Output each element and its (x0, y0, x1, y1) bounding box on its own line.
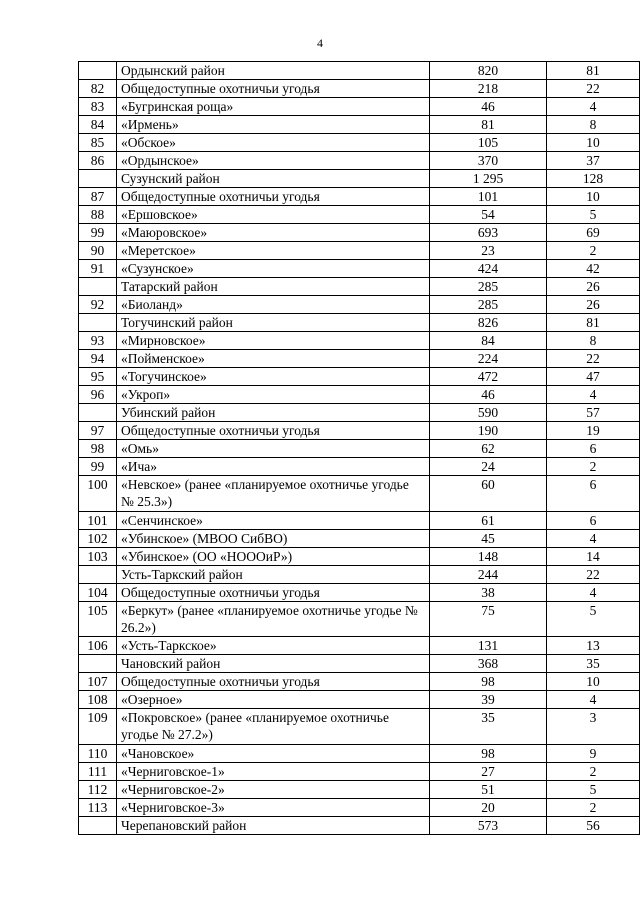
table-row (79, 458, 640, 476)
value-a-cell: 98 (430, 673, 547, 691)
page-number: 4 (317, 36, 323, 50)
name-cell: «Тогучинское» (117, 368, 430, 386)
district-row (79, 655, 640, 673)
value-b-cell: 37 (547, 152, 640, 170)
name-cell: «Усть-Таркское» (117, 637, 430, 655)
table-row (79, 422, 640, 440)
name-cell: «Чановское» (117, 744, 430, 762)
district-row (79, 62, 640, 80)
name-cell: Чановский район (117, 655, 430, 673)
row-number-cell: 92 (79, 296, 117, 314)
row-number-cell: 99 (79, 458, 117, 476)
row-number-cell: 93 (79, 332, 117, 350)
table-row (79, 224, 640, 242)
table-row (79, 350, 640, 368)
value-a-cell: 244 (430, 565, 547, 583)
table-row (79, 440, 640, 458)
row-number-cell: 88 (79, 206, 117, 224)
value-b-cell: 4 (547, 691, 640, 709)
row-number-cell: 102 (79, 529, 117, 547)
name-cell: «Убинское» (МВОО СибВО) (117, 529, 430, 547)
row-number-cell: 109 (79, 709, 117, 745)
name-cell: «Укроп» (117, 386, 430, 404)
value-b-cell: 6 (547, 511, 640, 529)
value-a-cell: 51 (430, 780, 547, 798)
value-b-cell: 57 (547, 404, 640, 422)
table-row (79, 134, 640, 152)
table-body (79, 62, 640, 835)
row-number-cell: 112 (79, 780, 117, 798)
value-b-cell: 47 (547, 368, 640, 386)
name-cell: Общедоступные охотничьи угодья (117, 80, 430, 98)
value-b-cell: 2 (547, 798, 640, 816)
table-row (79, 476, 640, 512)
value-a-cell: 224 (430, 350, 547, 368)
name-cell: Сузунский район (117, 170, 430, 188)
value-b-cell: 19 (547, 422, 640, 440)
row-number-cell: 107 (79, 673, 117, 691)
value-b-cell: 26 (547, 278, 640, 296)
table-row (79, 386, 640, 404)
table-row (79, 152, 640, 170)
table-row (79, 206, 640, 224)
value-a-cell: 84 (430, 332, 547, 350)
name-cell: Общедоступные охотничьи угодья (117, 188, 430, 206)
table-row (79, 260, 640, 278)
name-cell: Татарский район (117, 278, 430, 296)
value-b-cell: 6 (547, 476, 640, 512)
name-cell: «Меретское» (117, 242, 430, 260)
row-number-cell: 87 (79, 188, 117, 206)
value-a-cell: 368 (430, 655, 547, 673)
row-number-cell: 82 (79, 80, 117, 98)
row-number-cell: 110 (79, 744, 117, 762)
name-cell: «Невское» (ранее «планируемое охотничье угодье № 25.3») (117, 476, 430, 512)
value-a-cell: 46 (430, 98, 547, 116)
row-number-cell: 103 (79, 547, 117, 565)
value-a-cell: 590 (430, 404, 547, 422)
value-a-cell: 62 (430, 440, 547, 458)
value-b-cell: 81 (547, 62, 640, 80)
table-row (79, 296, 640, 314)
name-cell: Общедоступные охотничьи угодья (117, 583, 430, 601)
table-row (79, 242, 640, 260)
value-b-cell: 56 (547, 816, 640, 834)
row-number-cell: 91 (79, 260, 117, 278)
hunting-grounds-table (78, 61, 640, 835)
row-number-cell: 104 (79, 583, 117, 601)
value-b-cell: 128 (547, 170, 640, 188)
name-cell: Убинский район (117, 404, 430, 422)
row-number-cell (79, 314, 117, 332)
row-number-cell (79, 62, 117, 80)
value-a-cell: 98 (430, 744, 547, 762)
row-number-cell: 83 (79, 98, 117, 116)
table-row (79, 188, 640, 206)
value-a-cell: 820 (430, 62, 547, 80)
name-cell: Общедоступные охотничьи угодья (117, 422, 430, 440)
name-cell: «Черниговское-1» (117, 762, 430, 780)
value-a-cell: 45 (430, 529, 547, 547)
value-a-cell: 105 (430, 134, 547, 152)
table-row (79, 637, 640, 655)
row-number-cell: 106 (79, 637, 117, 655)
value-a-cell: 131 (430, 637, 547, 655)
value-b-cell: 2 (547, 762, 640, 780)
value-b-cell: 13 (547, 637, 640, 655)
value-a-cell: 23 (430, 242, 547, 260)
row-number-cell: 90 (79, 242, 117, 260)
row-number-cell (79, 404, 117, 422)
row-number-cell (79, 565, 117, 583)
value-a-cell: 148 (430, 547, 547, 565)
value-a-cell: 285 (430, 278, 547, 296)
table-row (79, 511, 640, 529)
table-row (79, 744, 640, 762)
value-b-cell: 10 (547, 673, 640, 691)
table-row (79, 691, 640, 709)
value-b-cell: 4 (547, 386, 640, 404)
name-cell: «Ордынское» (117, 152, 430, 170)
row-number-cell: 99 (79, 224, 117, 242)
name-cell: Черепановский район (117, 816, 430, 834)
table-row (79, 80, 640, 98)
value-a-cell: 370 (430, 152, 547, 170)
name-cell: «Обское» (117, 134, 430, 152)
table-row (79, 601, 640, 637)
value-b-cell: 10 (547, 188, 640, 206)
value-b-cell: 35 (547, 655, 640, 673)
value-b-cell: 3 (547, 709, 640, 745)
row-number-cell (79, 816, 117, 834)
name-cell: «Озерное» (117, 691, 430, 709)
value-b-cell: 22 (547, 350, 640, 368)
value-b-cell: 8 (547, 116, 640, 134)
table-row (79, 673, 640, 691)
name-cell: Усть-Таркский район (117, 565, 430, 583)
row-number-cell: 85 (79, 134, 117, 152)
value-b-cell: 81 (547, 314, 640, 332)
table-row (79, 116, 640, 134)
value-b-cell: 4 (547, 583, 640, 601)
name-cell: «Беркут» (ранее «планируемое охотничье угодье № 26.2») (117, 601, 430, 637)
value-b-cell: 5 (547, 601, 640, 637)
row-number-cell: 98 (79, 440, 117, 458)
value-a-cell: 61 (430, 511, 547, 529)
value-a-cell: 101 (430, 188, 547, 206)
row-number-cell (79, 278, 117, 296)
district-row (79, 565, 640, 583)
row-number-cell: 94 (79, 350, 117, 368)
value-b-cell: 2 (547, 458, 640, 476)
value-a-cell: 826 (430, 314, 547, 332)
value-b-cell: 4 (547, 98, 640, 116)
value-a-cell: 20 (430, 798, 547, 816)
name-cell: «Биоланд» (117, 296, 430, 314)
table-row (79, 798, 640, 816)
row-number-cell (79, 655, 117, 673)
value-b-cell: 6 (547, 440, 640, 458)
name-cell: «Мирновское» (117, 332, 430, 350)
value-b-cell: 5 (547, 206, 640, 224)
value-a-cell: 693 (430, 224, 547, 242)
row-number-cell: 113 (79, 798, 117, 816)
district-row (79, 314, 640, 332)
name-cell: «Покровское» (ранее «планируемое охотничье угодье № 27.2») (117, 709, 430, 745)
name-cell: «Сенчинское» (117, 511, 430, 529)
name-cell: «Убинское» (ОО «НОООиР») (117, 547, 430, 565)
name-cell: «Черниговское-3» (117, 798, 430, 816)
value-b-cell: 8 (547, 332, 640, 350)
row-number-cell: 111 (79, 762, 117, 780)
district-row (79, 170, 640, 188)
name-cell: «Ершовское» (117, 206, 430, 224)
value-a-cell: 81 (430, 116, 547, 134)
value-a-cell: 1 295 (430, 170, 547, 188)
value-a-cell: 190 (430, 422, 547, 440)
value-a-cell: 46 (430, 386, 547, 404)
value-a-cell: 573 (430, 816, 547, 834)
table-row (79, 98, 640, 116)
row-number-cell: 86 (79, 152, 117, 170)
name-cell: «Пойменское» (117, 350, 430, 368)
name-cell: Ордынский район (117, 62, 430, 80)
value-b-cell: 14 (547, 547, 640, 565)
value-a-cell: 27 (430, 762, 547, 780)
value-a-cell: 472 (430, 368, 547, 386)
row-number-cell: 100 (79, 476, 117, 512)
table-row (79, 762, 640, 780)
row-number-cell: 108 (79, 691, 117, 709)
value-a-cell: 38 (430, 583, 547, 601)
name-cell: «Омь» (117, 440, 430, 458)
value-b-cell: 22 (547, 80, 640, 98)
value-a-cell: 218 (430, 80, 547, 98)
value-b-cell: 69 (547, 224, 640, 242)
value-b-cell: 2 (547, 242, 640, 260)
row-number-cell: 96 (79, 386, 117, 404)
value-b-cell: 5 (547, 780, 640, 798)
value-b-cell: 10 (547, 134, 640, 152)
table-row (79, 547, 640, 565)
value-b-cell: 4 (547, 529, 640, 547)
value-a-cell: 60 (430, 476, 547, 512)
name-cell: «Ича» (117, 458, 430, 476)
row-number-cell: 97 (79, 422, 117, 440)
table-row (79, 780, 640, 798)
row-number-cell (79, 170, 117, 188)
value-a-cell: 35 (430, 709, 547, 745)
table-row (79, 529, 640, 547)
table-row (79, 583, 640, 601)
row-number-cell: 84 (79, 116, 117, 134)
value-b-cell: 42 (547, 260, 640, 278)
row-number-cell: 95 (79, 368, 117, 386)
value-a-cell: 75 (430, 601, 547, 637)
district-row (79, 816, 640, 834)
value-b-cell: 22 (547, 565, 640, 583)
name-cell: «Маюровское» (117, 224, 430, 242)
name-cell: «Бугринская роща» (117, 98, 430, 116)
row-number-cell: 105 (79, 601, 117, 637)
value-a-cell: 24 (430, 458, 547, 476)
value-a-cell: 39 (430, 691, 547, 709)
value-b-cell: 26 (547, 296, 640, 314)
table-row (79, 332, 640, 350)
name-cell: «Ирмень» (117, 116, 430, 134)
value-a-cell: 54 (430, 206, 547, 224)
name-cell: Тогучинский район (117, 314, 430, 332)
value-a-cell: 424 (430, 260, 547, 278)
name-cell: «Сузунское» (117, 260, 430, 278)
district-row (79, 278, 640, 296)
table-row (79, 368, 640, 386)
table-row (79, 709, 640, 745)
district-row (79, 404, 640, 422)
value-a-cell: 285 (430, 296, 547, 314)
row-number-cell: 101 (79, 511, 117, 529)
name-cell: Общедоступные охотничьи угодья (117, 673, 430, 691)
name-cell: «Черниговское-2» (117, 780, 430, 798)
value-b-cell: 9 (547, 744, 640, 762)
